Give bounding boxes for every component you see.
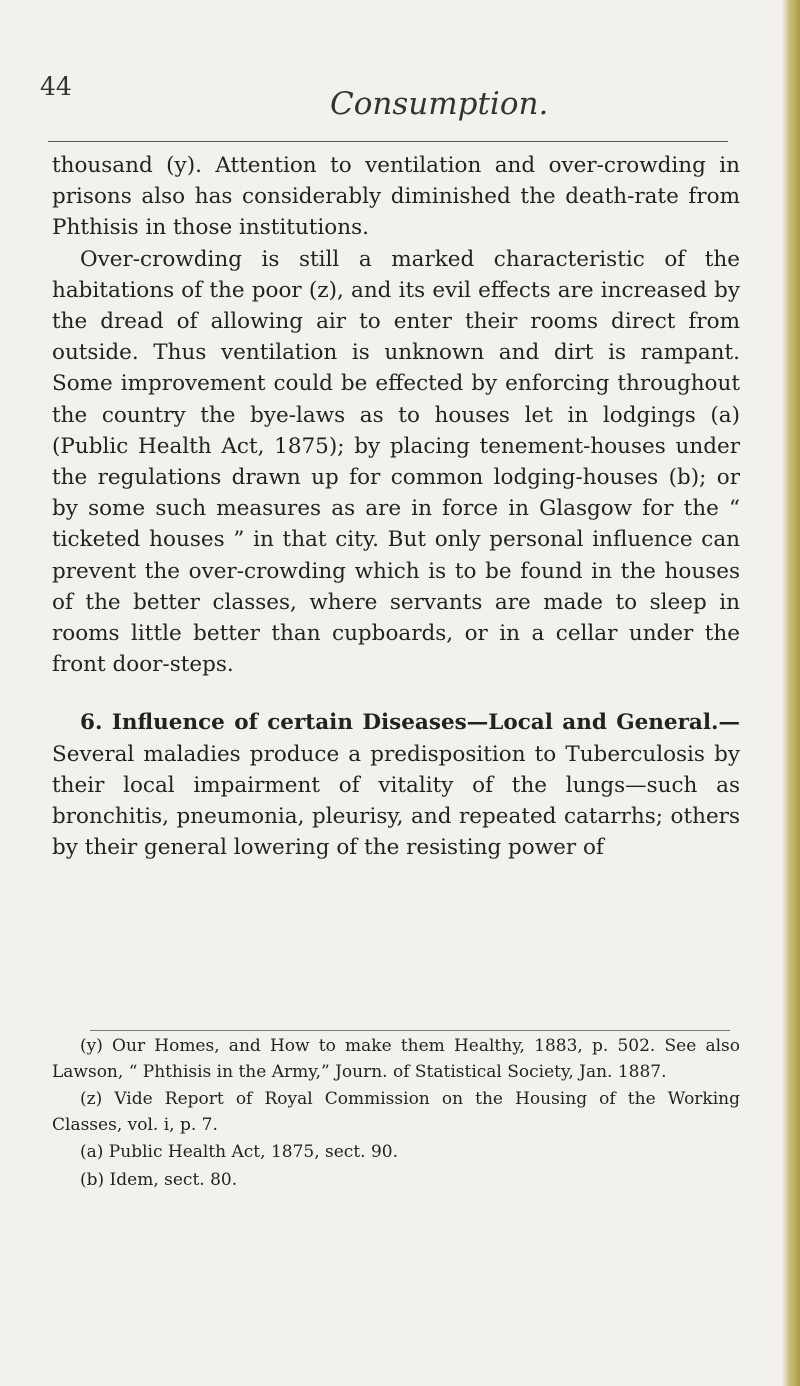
body-text [52,150,740,863]
footnote-rule [90,1030,730,1031]
footnote-b: (b) Idem, sect. 80. [80,1169,238,1190]
page-edge [782,0,800,1386]
paragraph-3 [52,707,740,863]
page-number: 44 [40,72,72,101]
footnote-z: (z) Vide Report of Royal Commission on the Housing of the Working Classes, vol. i, p. 7. [52,1089,740,1135]
footnotes [52,1034,740,1195]
footnote-a: (a) Public Health Act, 1875, sect. 90. [80,1142,399,1162]
paragraph-2: Over-crowding is still a marked characteristic of the habitations of the poor (z), and its evil effects are increased by the dread of allowing air to enter their rooms direct from outside. Thus ventilation is unknown and dirt is rampant. Some improvement could be effected by enforcing throughout the country the bye-laws as to houses let in lodgings (a) (Public Health Act, 1875); by placing tenement-houses under the regulations drawn up for common lodging-houses (b); or by some such measures as are in force in Glasgow for the “ ticketed houses ” in that city. But only personal influence can prevent the over-crowding which is to be found in the houses of the better classes, where servants are made to sleep in rooms little better than cupboards, or in a cellar under the front door-steps. [52,246,740,678]
running-title: Consumption. [330,86,549,122]
header-rule [48,141,728,142]
paragraph-3-text: Several maladies produce a predisposition to Tuberculosis by their local impairment of vitality of the lungs—such as bronchitis, pneumonia, pleurisy, and repeated catarrhs; others by their general lowering of the resisting power of [52,741,740,861]
paragraph-1: thousand (y). Attention to ventilation and over-crowding in prisons also has considerably diminished the death-rate from Phthisis in those institutions. [52,153,740,241]
footnote-y: (y) Our Homes, and How to make them Healthy, 1883, p. 502. See also Lawson, “ Phthisis in the Army,” Journ. of Statistical Society, Jan. 1887. [52,1036,740,1082]
section-heading: 6. Influence of certain Diseases—Local and General.— [80,710,740,736]
